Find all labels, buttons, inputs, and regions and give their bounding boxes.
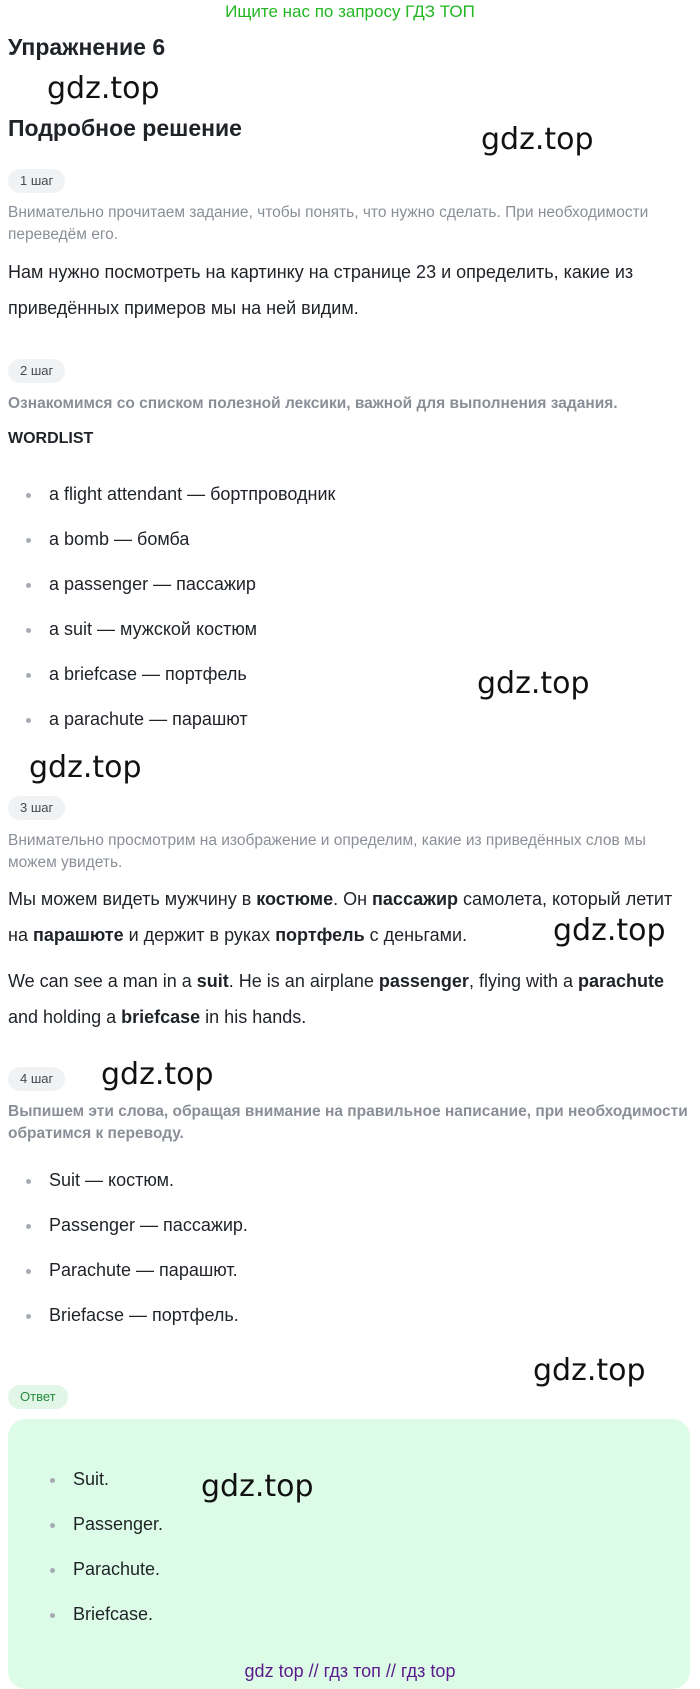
list-item-text: Parachute. [73,1559,161,1579]
answer-box [8,1419,690,1689]
answer-badge: Ответ [8,1385,68,1409]
list-item-text: Suit — костюм. [49,1170,175,1190]
bullet-icon [26,673,31,678]
search-banner[interactable]: Ищите нас по запросу ГДЗ ТОП [225,2,475,21]
watermark: gdz.top [47,71,160,106]
watermark: gdz.top [477,666,590,701]
bullet-icon [50,1613,55,1618]
list-item-text: a flight attendant — бортпроводник [49,484,336,504]
bullet-icon [26,718,31,723]
watermark: gdz.top [481,122,594,157]
step-1-hint: Внимательно прочитаем задание, чтобы понять, что нужно сделать. При необходимости переведём его. [8,204,649,243]
list-item-text: a briefcase — портфель [49,664,247,684]
list-item-text: a bomb — бомба [49,529,190,549]
step-1-text: Нам нужно посмотреть на картинку на странице 23 и определить, какие из приведённых примеров мы на ней видим. [8,262,634,318]
bullet-icon [26,538,31,543]
list-item-text: Parachute — парашют. [49,1260,238,1280]
bullet-icon [26,1179,31,1184]
bullet-icon [50,1568,55,1573]
watermark: gdz.top [29,750,142,785]
watermark: gdz.top [101,1057,214,1092]
step-3-russian-text: Мы можем видеть мужчину в костюме. Он пассажир самолета, который летит на парашюте и держит в руках портфель с деньгами. [8,889,673,945]
list-item-text: Suit. [73,1469,110,1489]
list-item-text: Passenger. [73,1514,164,1534]
list-item-text: a passenger — пассажир [49,574,256,594]
list-item-text: Briefcase. [73,1604,154,1624]
step-4-badge: 4 шаг [8,1067,65,1091]
step-4-hint: Выпишем эти слова, обращая внимание на правильное написание, при необходимости обратимся к переводу. [8,1103,688,1142]
bullet-icon [26,1269,31,1274]
bullet-icon [26,1224,31,1229]
list-item-text: a parachute — парашют [49,709,248,729]
step-3-english-text: We can see a man in a suit. He is an airplane passenger, flying with a parachute and holding a briefcase in his hands. [8,971,665,1027]
step-3-badge: 3 шаг [8,796,65,820]
solution-title: Подробное решение [8,115,242,141]
step-3-hint: Внимательно просмотрим на изображение и определим, какие из приведённых слов мы можем увидеть. [8,832,646,871]
list-item-text: Passenger — пассажир. [49,1215,248,1235]
step-1-badge: 1 шаг [8,169,65,193]
bullet-icon [26,493,31,498]
list-item-text: Briefacse — портфель. [49,1305,239,1325]
watermark: gdz.top [533,1353,646,1388]
list-item-text: a suit — мужской костюм [49,619,257,639]
wordlist-title: WORDLIST [8,430,94,447]
watermark: gdz.top [553,913,666,948]
bullet-icon [26,628,31,633]
bullet-icon [50,1478,55,1483]
bullet-icon [50,1523,55,1528]
bullet-icon [26,1314,31,1319]
bullet-icon [26,583,31,588]
step-2-hint: Ознакомимся со списком полезной лексики, важной для выполнения задания. [8,395,618,412]
step-2-badge: 2 шаг [8,359,65,383]
footer-links[interactable]: gdz top // гдз топ // гдз top [244,1661,456,1681]
exercise-title: Упражнение 6 [8,34,166,60]
watermark: gdz.top [201,1469,314,1504]
